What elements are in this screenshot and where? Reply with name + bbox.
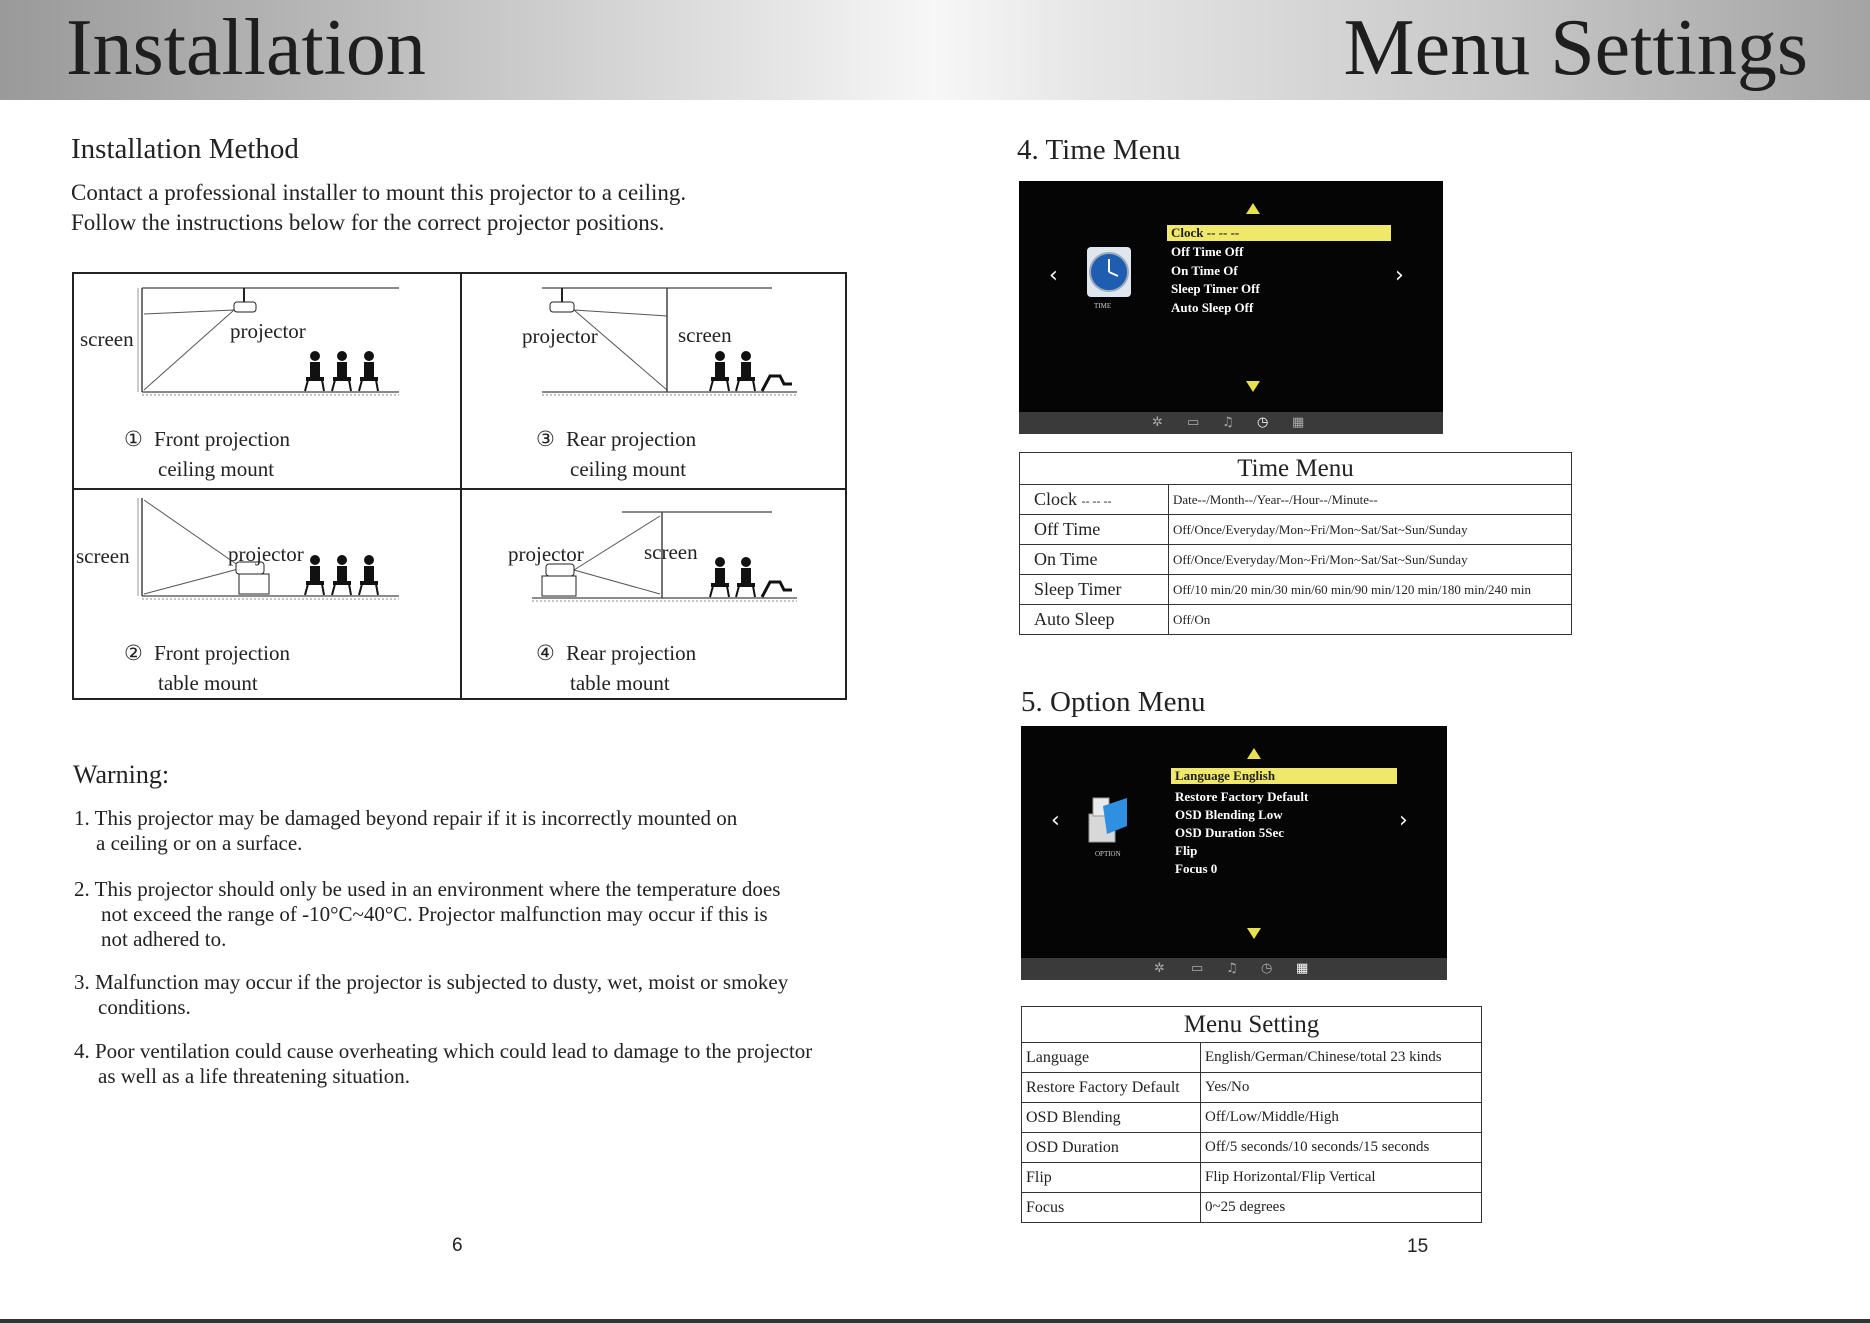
osd-menu-item-selected[interactable]: Language English: [1171, 768, 1397, 784]
warning-line: 4. Poor ventilation could cause overheating which could lead to damage to the projector: [74, 1039, 813, 1063]
up-arrow-icon: [1247, 748, 1261, 759]
time-menu-table: [1019, 452, 1572, 635]
screen-label: screen: [80, 327, 134, 351]
clock-icon: [1087, 247, 1131, 301]
chevron-left-icon[interactable]: ‹: [1049, 263, 1058, 288]
diagram-rear-ceiling: [462, 274, 847, 487]
warning-line: not adhered to.: [101, 927, 227, 951]
table-key: Language: [1022, 1043, 1201, 1073]
settings-icon[interactable]: ✲: [1154, 961, 1165, 976]
table-value: Flip Horizontal/Flip Vertical: [1201, 1163, 1482, 1193]
up-arrow-icon: [1246, 203, 1260, 214]
left-page-number: 6: [452, 1235, 463, 1256]
intro-text: [71, 178, 686, 238]
diagram-number: ①: [124, 427, 143, 451]
diagram-caption: [536, 638, 696, 698]
diagram-number: ②: [124, 641, 143, 665]
settings-icon[interactable]: ✲: [1152, 415, 1163, 430]
table-row: [1020, 515, 1572, 545]
right-page-title: Menu Settings: [1343, 4, 1808, 92]
table-value: Yes/No: [1201, 1073, 1482, 1103]
osd-menu-bar: [1019, 412, 1443, 434]
osd-menu-item[interactable]: Sleep Timer Off: [1171, 281, 1260, 296]
grid-icon[interactable]: ▦: [1296, 961, 1309, 976]
diagram-number: ④: [536, 641, 555, 665]
table-row: [1022, 1103, 1482, 1133]
table-row: [1020, 485, 1572, 515]
monitor-icon[interactable]: ▭: [1187, 415, 1200, 430]
screen-label: screen: [644, 540, 698, 564]
table-key: Off Time: [1020, 515, 1169, 545]
table-value: Off/Once/Everyday/Mon~Fri/Mon~Sat/Sat~Sun/Sunday: [1169, 515, 1572, 545]
warning-item: [74, 877, 780, 952]
music-icon[interactable]: ♫: [1226, 961, 1238, 976]
caption-line: table mount: [570, 671, 670, 695]
diagram-front-ceiling: [74, 274, 459, 487]
diagram-front-table: [74, 490, 459, 703]
option-osd-screen: [1021, 726, 1447, 980]
timer-icon[interactable]: ◷: [1257, 415, 1269, 430]
warning-line: 2. This projector should only be used in an environment where the temperature does: [74, 877, 781, 901]
music-icon[interactable]: ♫: [1222, 415, 1234, 430]
option-menu-heading: 5. Option Menu: [1021, 686, 1206, 718]
screen-label: screen: [678, 323, 732, 347]
warning-heading: Warning:: [73, 760, 170, 789]
chevron-right-icon[interactable]: ›: [1399, 808, 1408, 833]
table-key: Clock -- -- --: [1020, 485, 1169, 515]
warning-line: a ceiling or on a surface.: [96, 831, 303, 855]
table-key: Focus: [1022, 1193, 1201, 1223]
osd-menu-item[interactable]: Flip: [1175, 843, 1198, 858]
osd-icon-label: OPTION: [1095, 850, 1121, 858]
intro-line: Contact a professional installer to mount this projector to a ceiling.: [71, 180, 687, 205]
table-key: Restore Factory Default: [1022, 1073, 1201, 1103]
table-value: Date--/Month--/Year--/Hour--/Minute--: [1169, 485, 1572, 515]
table-value: 0~25 degrees: [1201, 1193, 1482, 1223]
projector-label: projector: [508, 542, 584, 566]
osd-menu-item[interactable]: Focus 0: [1175, 861, 1218, 876]
caption-line: Rear projection: [566, 641, 697, 665]
diagram-caption: [124, 424, 290, 484]
caption-line: Rear projection: [566, 427, 697, 451]
osd-menu-item[interactable]: OSD Duration 5Sec: [1175, 825, 1285, 840]
time-osd-screen: [1019, 181, 1443, 434]
projector-label: projector: [228, 542, 304, 566]
warning-line: conditions.: [98, 995, 191, 1019]
grid-icon[interactable]: ▦: [1292, 415, 1305, 430]
down-arrow-icon: [1246, 381, 1260, 392]
osd-menu-item[interactable]: On Time Of: [1171, 263, 1238, 278]
warning-item: [74, 1039, 812, 1089]
table-key: OSD Duration: [1022, 1133, 1201, 1163]
table-row: [1022, 1133, 1482, 1163]
osd-menu-bar: [1021, 958, 1447, 980]
osd-menu-item[interactable]: Off Time Off: [1171, 244, 1244, 259]
diagram-caption: [536, 424, 696, 484]
option-icon: [1087, 794, 1131, 846]
projector-label: projector: [522, 324, 598, 348]
table-value: Off/10 min/20 min/30 min/60 min/90 min/120 min/180 min/240 min: [1169, 575, 1572, 605]
table-row: [1022, 1043, 1482, 1073]
osd-icon-label: TIME: [1094, 302, 1112, 310]
table-row: [1022, 1073, 1482, 1103]
table-value: Off/On: [1169, 605, 1572, 635]
warning-item: [74, 970, 788, 1020]
table-value: Off/5 seconds/10 seconds/15 seconds: [1201, 1133, 1482, 1163]
warning-line: 3. Malfunction may occur if the projector is subjected to dusty, wet, moist or smokey: [74, 970, 789, 994]
screen-label: screen: [76, 544, 130, 568]
chevron-right-icon[interactable]: ›: [1395, 263, 1404, 288]
caption-line: table mount: [158, 671, 258, 695]
table-key: Sleep Timer: [1020, 575, 1169, 605]
table-key: OSD Blending: [1022, 1103, 1201, 1133]
caption-line: ceiling mount: [570, 457, 687, 481]
table-value: Off/Once/Everyday/Mon~Fri/Mon~Sat/Sat~Sun/Sunday: [1169, 545, 1572, 575]
installation-method-heading: Installation Method: [71, 133, 299, 165]
diagram-rear-table: [462, 490, 847, 703]
caption-line: ceiling mount: [158, 457, 275, 481]
installation-diagram-grid: [72, 272, 847, 700]
warning-line: not exceed the range of -10°C~40°C. Projector malfunction may occur if this is: [101, 902, 768, 926]
table-key: Auto Sleep: [1020, 605, 1169, 635]
osd-menu-item[interactable]: OSD Blending Low: [1175, 807, 1283, 822]
table-key: Flip: [1022, 1163, 1201, 1193]
intro-line: Follow the instructions below for the correct projector positions.: [71, 210, 665, 235]
table-row: [1022, 1193, 1482, 1223]
time-menu-heading: 4. Time Menu: [1017, 134, 1181, 166]
left-page-title: Installation: [66, 4, 426, 92]
caption-line: Front projection: [154, 427, 290, 451]
chevron-left-icon[interactable]: ‹: [1051, 808, 1060, 833]
osd-menu-item-selected[interactable]: Clock -- -- --: [1167, 225, 1391, 241]
table-value: Off/Low/Middle/High: [1201, 1103, 1482, 1133]
osd-menu-item[interactable]: Restore Factory Default: [1175, 789, 1309, 804]
osd-menu-item[interactable]: Auto Sleep Off: [1171, 300, 1254, 315]
bottom-rule: [0, 1319, 1870, 1323]
diagram-number: ③: [536, 427, 555, 451]
diagram-caption: [124, 638, 290, 698]
table-row: [1020, 545, 1572, 575]
menu-setting-table: [1021, 1006, 1482, 1223]
warning-item: [74, 806, 737, 856]
warning-line: 1. This projector may be damaged beyond repair if it is incorrectly mounted on: [74, 806, 738, 830]
warning-line: as well as a life threatening situation.: [98, 1064, 410, 1088]
caption-line: Front projection: [154, 641, 290, 665]
table-row: [1020, 605, 1572, 635]
table-title: Time Menu: [1020, 453, 1572, 485]
table-row: [1022, 1163, 1482, 1193]
monitor-icon[interactable]: ▭: [1191, 961, 1204, 976]
down-arrow-icon: [1247, 928, 1261, 939]
projector-label: projector: [230, 319, 306, 343]
table-value: English/German/Chinese/total 23 kinds: [1201, 1043, 1482, 1073]
table-row: [1020, 575, 1572, 605]
right-page-number: 15: [1407, 1236, 1429, 1257]
table-key: On Time: [1020, 545, 1169, 575]
table-title: Menu Setting: [1022, 1007, 1482, 1043]
timer-icon[interactable]: ◷: [1261, 961, 1273, 976]
